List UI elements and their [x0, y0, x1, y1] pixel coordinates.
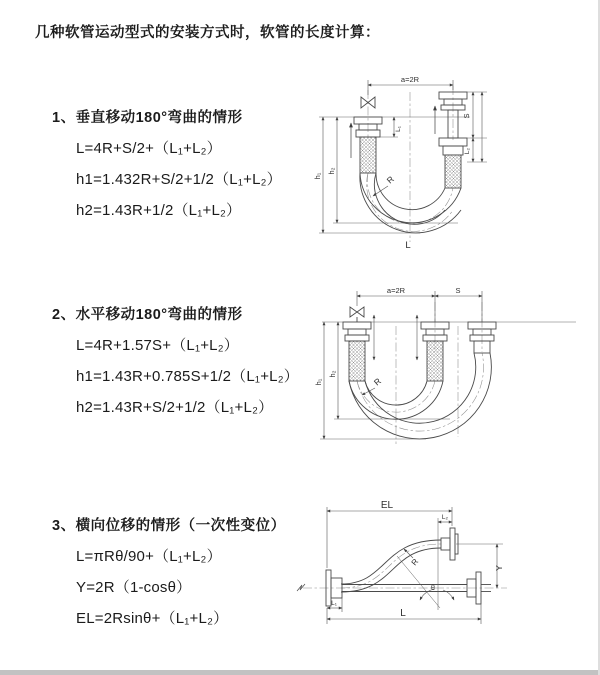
dim-label-h2: h₂: [328, 370, 337, 378]
section-lateral-displacement: [52, 514, 322, 638]
dimension-labels: [331, 500, 504, 619]
dim-label-l2: L₂: [441, 514, 449, 521]
dim-label-l2: L₂: [464, 147, 471, 155]
section-2-heading: 2、水平移动180°弯曲的情形: [52, 307, 243, 323]
left-end-fitting: [343, 322, 371, 381]
right-end-fitting-lower: [439, 138, 467, 188]
dim-label-theta: θ: [431, 585, 435, 592]
dim-label-r: R: [409, 557, 421, 568]
dim-label-el: EL: [380, 500, 394, 511]
formula-h1: h1=1.432R+S/2+1/2（L₁+L₂）: [76, 171, 282, 188]
dim-label-h1: h₁: [314, 378, 323, 386]
upper-right-flange: [441, 528, 458, 560]
centerline-break-mark: [297, 584, 305, 591]
formula-length: L=4R+S/2+（L₁+L₂）: [76, 140, 222, 157]
dim-label-s: S: [455, 286, 461, 295]
formula-length: L=πRθ/90+（L₁+L₂）: [76, 548, 222, 565]
dim-label-a2r: a=2R: [386, 286, 406, 295]
dim-label-l1: L₁: [395, 126, 402, 132]
hose-u-curves: [349, 353, 491, 439]
angle-construction: [397, 556, 454, 608]
formula-h2: h2=1.43R+1/2（L₁+L₂）: [76, 202, 242, 219]
formula-y: Y=2R（1-cosθ）: [76, 579, 192, 596]
section-vertical-movement: [52, 106, 322, 230]
page-title: 几种软管运动型式的安装方式时，软管的长度计算：: [35, 25, 380, 41]
dim-label-r: R: [371, 375, 383, 388]
formula-h2: h2=1.43R+S/2+1/2（L₁+L₂）: [76, 399, 274, 416]
diagram-vertical-180-bend: [310, 70, 590, 260]
dim-label-h1: h₁: [313, 172, 322, 180]
dim-label-l1: L₁: [331, 600, 337, 607]
dim-label-a2r: a=2R: [400, 75, 420, 84]
dim-label-r: R: [384, 173, 396, 186]
section-horizontal-movement: [52, 303, 322, 427]
dim-label-s: S: [462, 113, 471, 119]
centerlines: [367, 86, 453, 242]
dim-label-y: Y: [494, 565, 504, 571]
valve-icon: [350, 307, 364, 322]
section-1-heading: 1、垂直移动180°弯曲的情形: [52, 110, 243, 126]
page-edge-bottom: [0, 670, 600, 675]
dim-label-h2: h₂: [327, 167, 336, 175]
formula-h1: h1=1.43R+0.785S+1/2（L₁+L₂）: [76, 368, 299, 385]
formula-length: L=4R+1.57S+（L₁+L₂）: [76, 337, 239, 354]
diagram-lateral-displacement: [295, 498, 598, 663]
section-3-heading: 3、横向位移的情形（一次性变位）: [52, 518, 286, 534]
formula-el: EL=2Rsinθ+（L₁+L₂）: [76, 610, 229, 627]
diagram-horizontal-180-bend: [308, 282, 593, 467]
dim-label-l: L: [400, 608, 406, 619]
dim-label-l: L: [405, 240, 411, 251]
